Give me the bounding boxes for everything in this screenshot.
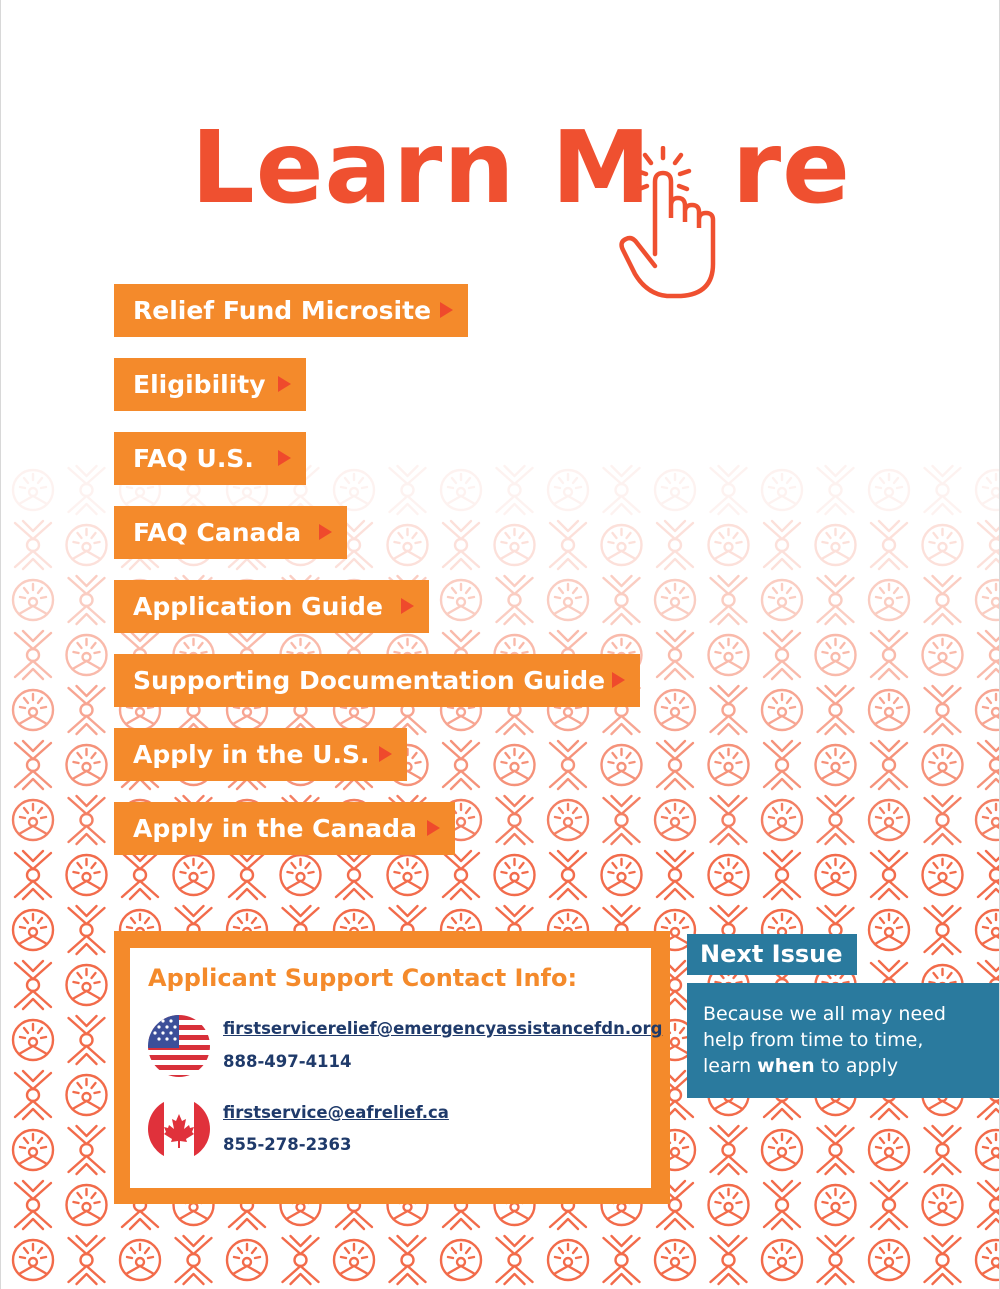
link-button-4[interactable] <box>114 506 347 559</box>
canada-flag-icon <box>148 1098 210 1160</box>
next-issue-line-3 <box>703 1053 1000 1079</box>
link-button-7[interactable] <box>114 728 407 781</box>
link-button-label: Supporting Documentation Guide <box>133 666 606 695</box>
next-issue-line-3-pre: learn <box>703 1055 758 1077</box>
next-issue-line-1: Because we all may need <box>703 1003 946 1025</box>
link-button-label: Application Guide <box>133 592 383 621</box>
canada-email-link[interactable]: firstservice@eafrelief.ca <box>223 1103 449 1122</box>
link-button-1[interactable] <box>114 284 468 337</box>
title-text-start: Learn M <box>191 109 652 226</box>
next-issue-line-2: help from time to time, <box>703 1029 924 1051</box>
link-button-8[interactable] <box>114 802 455 855</box>
us-email-link[interactable]: firstservicerelief@emergencyassistancefdn.org <box>223 1019 663 1038</box>
link-button-label: Apply in the Canada <box>133 814 417 843</box>
link-button-label: Apply in the U.S. <box>133 740 370 769</box>
link-button-2[interactable] <box>114 358 306 411</box>
next-issue-label: Next Issue <box>687 934 857 975</box>
play-arrow-icon <box>278 450 291 466</box>
play-arrow-icon <box>319 524 332 540</box>
next-issue-line-3-post: to apply <box>814 1055 899 1077</box>
play-arrow-icon <box>440 302 453 318</box>
play-arrow-icon <box>612 672 625 688</box>
link-button-6[interactable] <box>114 654 640 707</box>
link-button-label: Eligibility <box>133 370 266 399</box>
canada-phone: 855-278-2363 <box>223 1135 352 1154</box>
play-arrow-icon <box>379 746 392 762</box>
title-text-end: re <box>731 109 851 226</box>
link-button-3[interactable] <box>114 432 306 485</box>
page-title <box>191 108 851 228</box>
play-arrow-icon <box>278 376 291 392</box>
contact-title: Applicant Support Contact Info: <box>148 964 578 992</box>
link-button-5[interactable] <box>114 580 429 633</box>
link-button-label: Relief Fund Microsite <box>133 296 432 325</box>
us-phone: 888-497-4114 <box>223 1052 352 1071</box>
pointing-hand-click-icon <box>617 146 729 306</box>
contact-info-box <box>114 931 670 1204</box>
play-arrow-icon <box>427 820 440 836</box>
link-button-label: FAQ Canada <box>133 518 302 547</box>
link-button-label: FAQ U.S. <box>133 444 254 473</box>
us-flag-icon <box>148 1015 210 1077</box>
contact-info-panel <box>130 948 663 1188</box>
next-issue-line-3-bold: when <box>757 1055 815 1077</box>
play-arrow-icon <box>401 598 414 614</box>
next-issue-box <box>687 983 1000 1098</box>
